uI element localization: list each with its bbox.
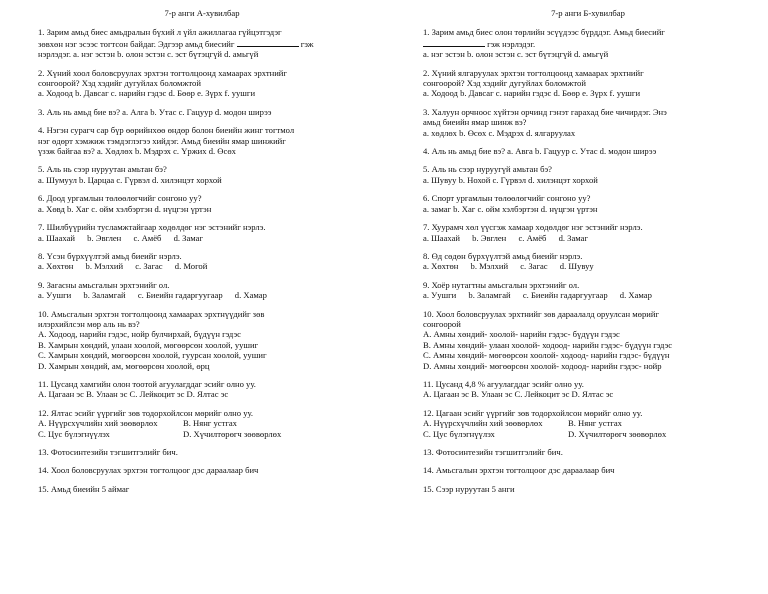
question-15 [423,484,753,494]
question-text: нэг өдөрт хэмжиж тэмдэглэгээ хийдэг. Амьд биеийн ямар шинжийг [38,135,286,146]
variant-b-title: 7-р анги Б-хувилбар [551,8,625,18]
question-1 [38,27,366,59]
answer-option: В. Нянг устгах [183,418,237,429]
answer-options: а. нэг эстэн b. олон эстэн c. эст бүтэцгүй d. амьгүй [423,49,609,60]
answer-option: С. Амны хөндий- мөгөөрсөн хоолой- ходоод- нарийн гэдэс- бүдүүн [423,350,670,361]
question-text: 7. Хуурамч хөл үүсгэж хамаар хөдөлдөг нэг эстэнийг нэрлэ. [423,222,643,233]
question-10 [38,309,366,371]
question-4 [423,146,753,156]
answer-option: b. Мэлхий [470,261,509,272]
answer-option: а. Хөхтөн [38,261,74,272]
answer-option: c. Загас [135,261,163,272]
question-5 [423,164,753,185]
answer-option: С. Цус бүлэгнүүлэх [423,428,495,439]
question-13 [38,447,366,457]
question-text: 2. Хүний ялгаруулах эрхтэн тогтолцоонд хамаарах эрхтнийг [423,67,644,78]
answer-option: d. Хамар [234,290,267,301]
answer-option: С. Цус бүлэгнүүлэх [38,428,110,439]
question-text: 15. Сээр нуруутан 5 анги [423,483,515,494]
answer-options [38,261,366,271]
answer-option: d. Замаг [173,232,203,243]
question-text: сонгоорой [423,318,461,329]
answer-option: В. Амны хөндий- улаан хоолой- ходоод- нарийн гэдэс- бүдүүн гэдэс [423,339,673,350]
question-4 [38,125,366,156]
question-text: 8. Өд сөдөн бүрхүүлтэй амьд биеийг нэрлэ. [423,250,583,261]
answer-options: а. замаг b. Хаг c. ойм хэлбэртэн d. нүцгэн үртэн [423,203,598,214]
question-11 [38,379,366,400]
question-12 [423,408,753,439]
question-text: 1. Зарим амьд биес олон төрлийн эсүүдээс бүрддэг. Амьд биесийг [423,27,665,38]
question-text: илэрхийлсэн мөр аль нь вэ? [38,318,140,329]
answer-option: D. Хүчилтөрөгч зөөвөрлөх [183,428,282,439]
answer-option: d. Замаг [558,232,588,243]
answer-option: d. Хамар [619,290,652,301]
question-text: 10. Хоол боловсруулах эрхтнийг зөв дараалалд оруулсан мөрийг [423,308,659,319]
question-text: 5. Аль нь сээр нуруугүй амьтан бэ? [423,164,552,175]
question-text: 6. Доод ургамлын төлөөлөгчийг сонгоно уу? [38,193,202,204]
answer-option: b. Эвглен [472,232,507,243]
answer-option: b. Заламгай [83,290,126,301]
question-text: амьд биеийн ямар шинж вэ? [423,117,527,128]
question-11 [423,379,753,400]
question-6 [423,193,753,214]
question-text: гэж [300,38,314,49]
question-3 [38,107,366,117]
question-text: 11. Цусанд 4,8 % агуулагддаг эсийг олно уу. [423,378,584,389]
answer-option: b. Эвглен [87,232,122,243]
question-8 [423,251,753,272]
variant-a-title: 7-р анги А-хувилбар [164,8,240,18]
question-15 [38,484,366,494]
question-9 [423,280,753,301]
question-text: 4. Нэгэн сурагч сар бүр өөрийнхөө өндөр болон биеийн жинг тогтмол [38,125,295,136]
question-text: 9. Загасны амьсгалын эрхтэнийг ол. [38,279,170,290]
question-text: сонгоорой? Хэд хэдийг дугуйлах боломжтой [38,78,201,89]
answer-option: d. Шувуу [559,261,594,272]
question-1 [423,27,753,59]
question-text: 8. Үсэн бүрхүүлтэй амьд биеийг нэрлэ. [38,250,182,261]
question-text: 12. Цагаан эсийг үүргийг зөв тодорхойлсон мөрийг олно уу. [423,407,643,418]
answer-options: а. Шумуул b. Царцаа c. Гүрвэл d. хилэнцэт хорхой [38,174,222,185]
question-13 [423,447,753,457]
answer-option: А. Нүүрсхүчлийн хий зөөвөрлөх [423,418,543,429]
question-text: 10. Амьсгалын эрхтэн тогтолцоонд хамаарах эрхтнүүдийг зөв [38,308,265,319]
answer-option: В. Нянг устгах [568,418,622,429]
answer-option: b. Мэлхий [85,261,124,272]
question-text: 5. Аль нь сээр нуруутан амьтан бэ? [38,164,167,175]
question-14 [38,465,366,475]
question-10 [423,309,753,371]
answer-blank [423,38,485,47]
question-6 [38,193,366,214]
question-text: 9. Хоёр нутагтны амьсгалын эрхтэнийг ол. [423,279,580,290]
answer-options: а. Ходоод b. Давсаг c. нарийн гэдэс d. Бөөр e. Зүрх f. уушги [38,88,256,99]
answer-option: В. Хамрын хөндий, улаан хоолой, мөгөөрсөн хоолой, уушиг [38,339,259,350]
answer-option: а. Шаахай [423,232,461,243]
question-5 [38,164,366,185]
answer-options [423,290,753,300]
question-2 [423,68,753,99]
answer-options [423,418,753,439]
question-9 [38,280,366,301]
variant-a-column [38,8,366,502]
answer-options: үзэж байгаа вэ? а. Хөдлөх b. Мэдрэх c. Үржих d. Өсөх [38,146,236,157]
answer-option: c. Загас [520,261,548,272]
question-text: 15. Амьд биеийн 5 аймаг [38,483,130,494]
answer-options: а. хөдлөх b. Өсөх c. Мэдрэх d. ялгаруулах [423,127,576,138]
answer-option: D. Хамрын хөндий, ам, мөгөөрсөн хоолой, өрц [38,360,210,371]
answer-option: а. Уушги [38,290,72,301]
question-text: зөвхөн нэг эсээс тогтсон байдаг. Эдгээр амьд биесийг [38,38,235,49]
answer-options [38,418,366,439]
answer-options: нэрлэдэг. а. нэг эстэн b. олон эстэн c. эст бүтэцгүй d. амьгүй [38,49,259,60]
question-text: 14. Хоол боловсруулах эрхтэн тогтолцоог дэс дараалаар бич [38,465,259,476]
question-text: 7. Шилбүүрийн тусламжтайгаар хөдөлдөг нэг эстэнийг нэрлэ. [38,222,266,233]
question-text: 12. Ялтас эсийг үүргийг зөв тодорхойлсон мөрийг олно уу. [38,407,254,418]
answer-options: а. Шувуу b. Нохой c. Гүрвэл d. хилэнцэт хорхой [423,174,598,185]
answer-option: b. Заламгай [468,290,511,301]
answer-option: c. Биеийн гадаргуугаар [522,290,608,301]
question-text: 2. Хүний хоол боловсруулах эрхтэн тогтолцоонд хамаарах эрхтнийг [38,67,287,78]
answer-options [38,233,366,243]
answer-option: А. Амны хөндий- хоолой- нарийн гэдэс- бүдүүн гэдэс [423,329,620,340]
answer-option: а. Уушги [423,290,457,301]
answer-option: c. Амёб [133,232,162,243]
question-7 [38,222,366,243]
question-7 [423,222,753,243]
question-text: гэж нэрлэдэг. [487,38,536,49]
question-text: 14. Амьсгалын эрхтэн тогтолцоог дэс дараалаар бич [423,465,615,476]
question-text: 6. Спорт ургамлын төлөөлөгчийг сонгоно уу? [423,193,591,204]
question-2 [38,68,366,99]
answer-option: D. Амны хөндий- мөгөөрсөн хоолой- ходоод- нарийн гэдэс- нойр [423,360,662,371]
answer-blank [237,38,299,47]
question-text: 13. Фотосинтезийн тэгшитгэлийг бич. [423,447,563,457]
answer-option: d. Могой [174,261,208,272]
answer-options: А. Цагаан эс В. Улаан эс С. Лейкоцит эс D. Ялтас эс [38,389,229,400]
answer-options [423,233,753,243]
answer-option: С. Хамрын хөндий, мөгөөрсөн хоолой, гуурсан хоолой, уушиг [38,350,267,361]
answer-options [423,261,753,271]
answer-options: А. Цагаан эс В. Улаан эс С. Лейкоцит эс D. Ялтас эс [423,389,614,400]
answer-option: а. Шаахай [38,232,76,243]
question-text: 13. Фотосинтезийн тэгшитгэлийг бич. [38,447,178,457]
question-text: 3. Аль нь амьд бие вэ? a. Алга b. Утас c. Гацуур d. модон ширээ [38,106,272,117]
answer-option: А. Ходоод, нарийн гэдэс, нойр булчирхай, бүдүүн гэдэс [38,329,241,340]
answer-option: А. Нүүрсхүчлийн хий зөөвөрлөх [38,418,158,429]
question-12 [38,408,366,439]
question-text: 11. Цусанд хамгийн олон тоотой агуулагддаг эсийг олно уу. [38,378,256,389]
answer-options: а. Ходоод b. Давсаг c. нарийн гэдэс d. Бөөр e. Зүрх f. уушги [423,88,641,99]
question-text: 3. Халуун орчноос хүйтэн орчинд гэнэт гарахад бие чичирдэг. Энэ [423,106,667,117]
question-text: 4. Аль нь амьд бие вэ? a. Авга b. Гацуур c. Утас d. модон ширээ [423,146,657,157]
question-14 [423,465,753,475]
variant-b-column [423,8,753,502]
answer-option: c. Биеийн гадаргуугаар [137,290,223,301]
answer-option: c. Амёб [518,232,547,243]
question-8 [38,251,366,272]
answer-option: D. Хүчилтөрөгч зөөвөрлөх [568,428,667,439]
question-text: сонгоорой? Хэд хэдийг дугуйлах боломжтой [423,78,586,89]
question-text: 1. Зарим амьд биес амьдралын бүхий л үйл ажиллагаа гүйцэтгэдэг [38,27,282,38]
answer-options: а. Хөвд b. Хаг c. ойм хэлбэртэн d. нүцгэн үртэн [38,203,212,214]
answer-option: а. Хөхтөн [423,261,459,272]
answer-options [38,290,366,300]
question-3 [423,107,753,138]
